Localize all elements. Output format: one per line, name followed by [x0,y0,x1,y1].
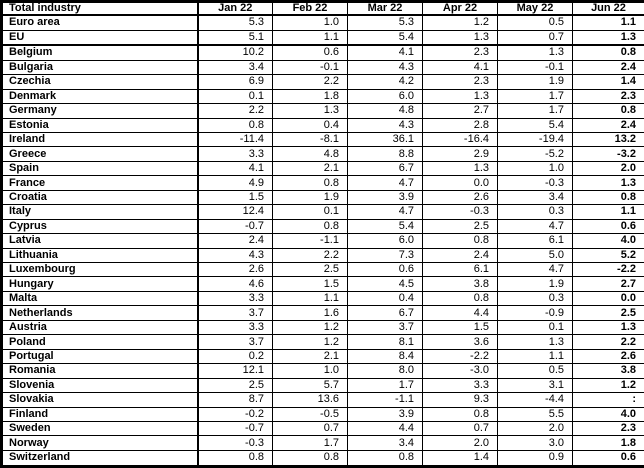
value-cell: 3.8 [573,364,644,378]
value-cell: 2.3 [423,45,498,60]
value-cell: 5.1 [198,30,273,45]
value-cell: 3.1 [498,378,573,392]
value-cell: 0.8 [198,450,273,466]
value-cell: 2.0 [423,436,498,450]
value-cell: 2.6 [573,349,644,363]
value-cell: -3.2 [573,147,644,161]
value-cell: 1.2 [423,15,498,30]
value-cell: -0.9 [498,306,573,320]
table-body [2,15,644,467]
value-cell: 1.0 [498,161,573,175]
row-label-finland: Finland [2,407,198,421]
value-cell: -11.4 [198,132,273,146]
row-label-portugal: Portugal [2,349,198,363]
value-cell: -16.4 [423,132,498,146]
table-row [2,75,644,89]
table-row [2,15,644,30]
value-cell: 8.8 [348,147,423,161]
value-cell: 0.8 [273,450,348,466]
value-cell: 3.6 [423,335,498,349]
value-cell: 0.5 [498,15,573,30]
value-cell: 2.5 [273,263,348,277]
value-cell: 4.9 [198,176,273,190]
table-row [2,450,644,466]
value-cell: 13.2 [573,132,644,146]
value-cell: 3.0 [498,436,573,450]
value-cell: 0.1 [198,89,273,103]
value-cell: 3.3 [198,147,273,161]
value-cell: 1.5 [423,320,498,334]
value-cell: 2.2 [573,335,644,349]
value-cell: 2.2 [273,75,348,89]
value-cell: 0.4 [348,291,423,305]
value-cell: 1.2 [273,335,348,349]
table-row [2,248,644,262]
value-cell: 2.7 [573,277,644,291]
row-label-austria: Austria [2,320,198,334]
value-cell: 2.4 [423,248,498,262]
table-row [2,45,644,60]
row-label-france: France [2,176,198,190]
value-cell: -2.2 [573,263,644,277]
row-label-spain: Spain [2,161,198,175]
value-cell: 1.3 [573,30,644,45]
value-cell: 2.4 [573,118,644,132]
table-row [2,104,644,118]
value-cell: 8.1 [348,335,423,349]
value-cell: 1.1 [273,30,348,45]
row-label-slovenia: Slovenia [2,378,198,392]
value-cell: 4.3 [348,60,423,74]
value-cell: 1.3 [423,161,498,175]
value-cell: 1.8 [573,436,644,450]
value-cell: 1.3 [498,335,573,349]
value-cell: 6.0 [348,234,423,248]
value-cell: 3.4 [198,60,273,74]
value-cell: 2.9 [423,147,498,161]
value-cell: 5.5 [498,407,573,421]
row-label-estonia: Estonia [2,118,198,132]
table-row [2,234,644,248]
value-cell: 0.5 [498,364,573,378]
table-row [2,219,644,233]
value-cell: -0.3 [423,205,498,219]
value-cell: 0.9 [498,450,573,466]
value-cell: 0.8 [423,407,498,421]
column-header-feb-22: Feb 22 [273,2,348,16]
value-cell: 3.8 [423,277,498,291]
value-cell: 2.4 [573,60,644,74]
value-cell: 6.7 [348,161,423,175]
value-cell: 2.5 [423,219,498,233]
value-cell: 1.9 [498,277,573,291]
value-cell: 12.4 [198,205,273,219]
value-cell: -0.3 [498,176,573,190]
row-label-greece: Greece [2,147,198,161]
value-cell: 3.9 [348,407,423,421]
row-label-cyprus: Cyprus [2,219,198,233]
value-cell: 3.7 [348,320,423,334]
column-header-apr-22: Apr 22 [423,2,498,16]
value-cell: 2.1 [273,349,348,363]
value-cell: 3.7 [198,306,273,320]
row-label-bulgaria: Bulgaria [2,60,198,74]
value-cell: 0.8 [573,45,644,60]
value-cell: 6.9 [198,75,273,89]
value-cell: 6.1 [423,263,498,277]
table-row [2,147,644,161]
value-cell: 2.4 [198,234,273,248]
value-cell: 2.3 [573,89,644,103]
value-cell: 4.5 [348,277,423,291]
value-cell: 4.2 [348,75,423,89]
value-cell: 1.4 [423,450,498,466]
value-cell: 0.6 [348,263,423,277]
value-cell: 3.3 [423,378,498,392]
value-cell: 2.6 [423,190,498,204]
column-header-jan-22: Jan 22 [198,2,273,16]
value-cell: 2.5 [573,306,644,320]
value-cell: 5.0 [498,248,573,262]
value-cell: 3.9 [348,190,423,204]
value-cell: 1.9 [273,190,348,204]
value-cell: 1.1 [573,15,644,30]
value-cell: 1.2 [573,378,644,392]
value-cell: 8.4 [348,349,423,363]
value-cell: -4.4 [498,393,573,407]
value-cell: 4.7 [348,205,423,219]
value-cell: 2.5 [198,378,273,392]
value-cell: 2.2 [198,104,273,118]
value-cell: -0.7 [198,219,273,233]
table-row [2,291,644,305]
value-cell: 1.7 [348,378,423,392]
table-row [2,118,644,132]
table-row [2,407,644,421]
value-cell: -8.1 [273,132,348,146]
value-cell: 0.1 [498,320,573,334]
row-label-hungary: Hungary [2,277,198,291]
value-cell: 4.8 [273,147,348,161]
value-cell: 6.1 [498,234,573,248]
row-label-belgium: Belgium [2,45,198,60]
row-label-ireland: Ireland [2,132,198,146]
table-row [2,306,644,320]
value-cell: -1.1 [348,393,423,407]
value-cell: 4.4 [423,306,498,320]
value-cell: -0.1 [498,60,573,74]
value-cell: 4.4 [348,422,423,436]
value-cell: 0.8 [348,450,423,466]
table-row [2,176,644,190]
value-cell: 1.3 [423,30,498,45]
value-cell: 2.1 [273,161,348,175]
value-cell: 1.3 [273,104,348,118]
value-cell: 1.5 [273,277,348,291]
value-cell: : [573,393,644,407]
value-cell: 1.7 [498,89,573,103]
value-cell: 3.3 [198,320,273,334]
row-label-romania: Romania [2,364,198,378]
row-label-latvia: Latvia [2,234,198,248]
value-cell: 1.7 [498,104,573,118]
value-cell: 2.3 [423,75,498,89]
row-label-malta: Malta [2,291,198,305]
table-row [2,349,644,363]
value-cell: 5.7 [273,378,348,392]
value-cell: 4.1 [198,161,273,175]
value-cell: 1.8 [273,89,348,103]
value-cell: 4.0 [573,407,644,421]
value-cell: 4.0 [573,234,644,248]
value-cell: 1.3 [498,45,573,60]
value-cell: 0.3 [498,291,573,305]
value-cell: 1.7 [273,436,348,450]
value-cell: 1.4 [573,75,644,89]
table-row [2,436,644,450]
table-header [2,2,644,16]
value-cell: 5.4 [348,219,423,233]
value-cell: 4.1 [423,60,498,74]
column-header-jun-22: Jun 22 [573,2,644,16]
value-cell: -3.0 [423,364,498,378]
value-cell: 3.7 [198,335,273,349]
value-cell: 10.2 [198,45,273,60]
value-cell: 13.6 [273,393,348,407]
table-row [2,277,644,291]
value-cell: 0.7 [273,422,348,436]
table-row [2,60,644,74]
value-cell: 5.4 [348,30,423,45]
value-cell: 4.7 [348,176,423,190]
table-row [2,364,644,378]
value-cell: 0.7 [498,30,573,45]
row-label-slovakia: Slovakia [2,393,198,407]
value-cell: -0.7 [198,422,273,436]
value-cell: 0.6 [573,219,644,233]
corner-header-total-industry: Total industry [2,2,198,16]
table-row [2,161,644,175]
row-label-switzerland: Switzerland [2,450,198,466]
value-cell: -19.4 [498,132,573,146]
value-cell: 36.1 [348,132,423,146]
value-cell: 0.8 [198,118,273,132]
value-cell: 1.1 [273,291,348,305]
value-cell: 1.1 [573,205,644,219]
row-label-czechia: Czechia [2,75,198,89]
value-cell: 1.0 [273,364,348,378]
value-cell: 4.7 [498,219,573,233]
row-label-italy: Italy [2,205,198,219]
value-cell: 5.2 [573,248,644,262]
value-cell: 9.3 [423,393,498,407]
value-cell: 0.6 [573,450,644,466]
column-header-may-22: May 22 [498,2,573,16]
value-cell: 0.0 [573,291,644,305]
value-cell: 6.7 [348,306,423,320]
value-cell: 2.0 [573,161,644,175]
value-cell: 2.3 [573,422,644,436]
value-cell: 1.0 [273,15,348,30]
value-cell: 0.8 [273,176,348,190]
column-header-mar-22: Mar 22 [348,2,423,16]
value-cell: 0.6 [273,45,348,60]
table-row [2,335,644,349]
table-row [2,378,644,392]
header-row [2,2,644,16]
table-row [2,89,644,103]
value-cell: 4.3 [198,248,273,262]
value-cell: 1.5 [198,190,273,204]
value-cell: 0.1 [273,205,348,219]
value-cell: 4.7 [498,263,573,277]
value-cell: 1.6 [273,306,348,320]
value-cell: 5.4 [498,118,573,132]
row-label-luxembourg: Luxembourg [2,263,198,277]
value-cell: 1.3 [573,176,644,190]
value-cell: -2.2 [423,349,498,363]
value-cell: 0.7 [423,422,498,436]
value-cell: 5.3 [198,15,273,30]
row-label-netherlands: Netherlands [2,306,198,320]
table-row [2,190,644,204]
row-label-poland: Poland [2,335,198,349]
value-cell: -0.1 [273,60,348,74]
value-cell: 0.8 [423,291,498,305]
table-row [2,393,644,407]
value-cell: 0.8 [423,234,498,248]
row-label-sweden: Sweden [2,422,198,436]
row-label-eu: EU [2,30,198,45]
value-cell: -0.5 [273,407,348,421]
value-cell: -0.3 [198,436,273,450]
value-cell: 0.8 [573,190,644,204]
table-row [2,422,644,436]
value-cell: 1.3 [573,320,644,334]
value-cell: 1.2 [273,320,348,334]
value-cell: 4.6 [198,277,273,291]
value-cell: -5.2 [498,147,573,161]
value-cell: 7.3 [348,248,423,262]
value-cell: 4.8 [348,104,423,118]
row-label-euro-area: Euro area [2,15,198,30]
value-cell: 4.3 [348,118,423,132]
row-label-lithuania: Lithuania [2,248,198,262]
value-cell: 6.0 [348,89,423,103]
value-cell: 0.8 [573,104,644,118]
value-cell: 8.0 [348,364,423,378]
value-cell: 0.2 [198,349,273,363]
value-cell: 12.1 [198,364,273,378]
value-cell: 5.3 [348,15,423,30]
value-cell: 1.3 [423,89,498,103]
value-cell: 2.8 [423,118,498,132]
value-cell: 1.1 [498,349,573,363]
value-cell: 2.0 [498,422,573,436]
value-cell: 0.0 [423,176,498,190]
table-row [2,320,644,334]
value-cell: 4.1 [348,45,423,60]
value-cell: 0.4 [273,118,348,132]
table-row [2,205,644,219]
value-cell: -1.1 [273,234,348,248]
table-row [2,30,644,45]
value-cell: 0.3 [498,205,573,219]
row-label-croatia: Croatia [2,190,198,204]
table-row [2,263,644,277]
value-cell: 1.9 [498,75,573,89]
value-cell: 2.7 [423,104,498,118]
row-label-germany: Germany [2,104,198,118]
value-cell: 3.4 [498,190,573,204]
row-label-denmark: Denmark [2,89,198,103]
table-row [2,132,644,146]
value-cell: 0.8 [273,219,348,233]
value-cell: 3.4 [348,436,423,450]
value-cell: 2.6 [198,263,273,277]
value-cell: 2.2 [273,248,348,262]
row-label-norway: Norway [2,436,198,450]
value-cell: 3.3 [198,291,273,305]
value-cell: 8.7 [198,393,273,407]
value-cell: -0.2 [198,407,273,421]
